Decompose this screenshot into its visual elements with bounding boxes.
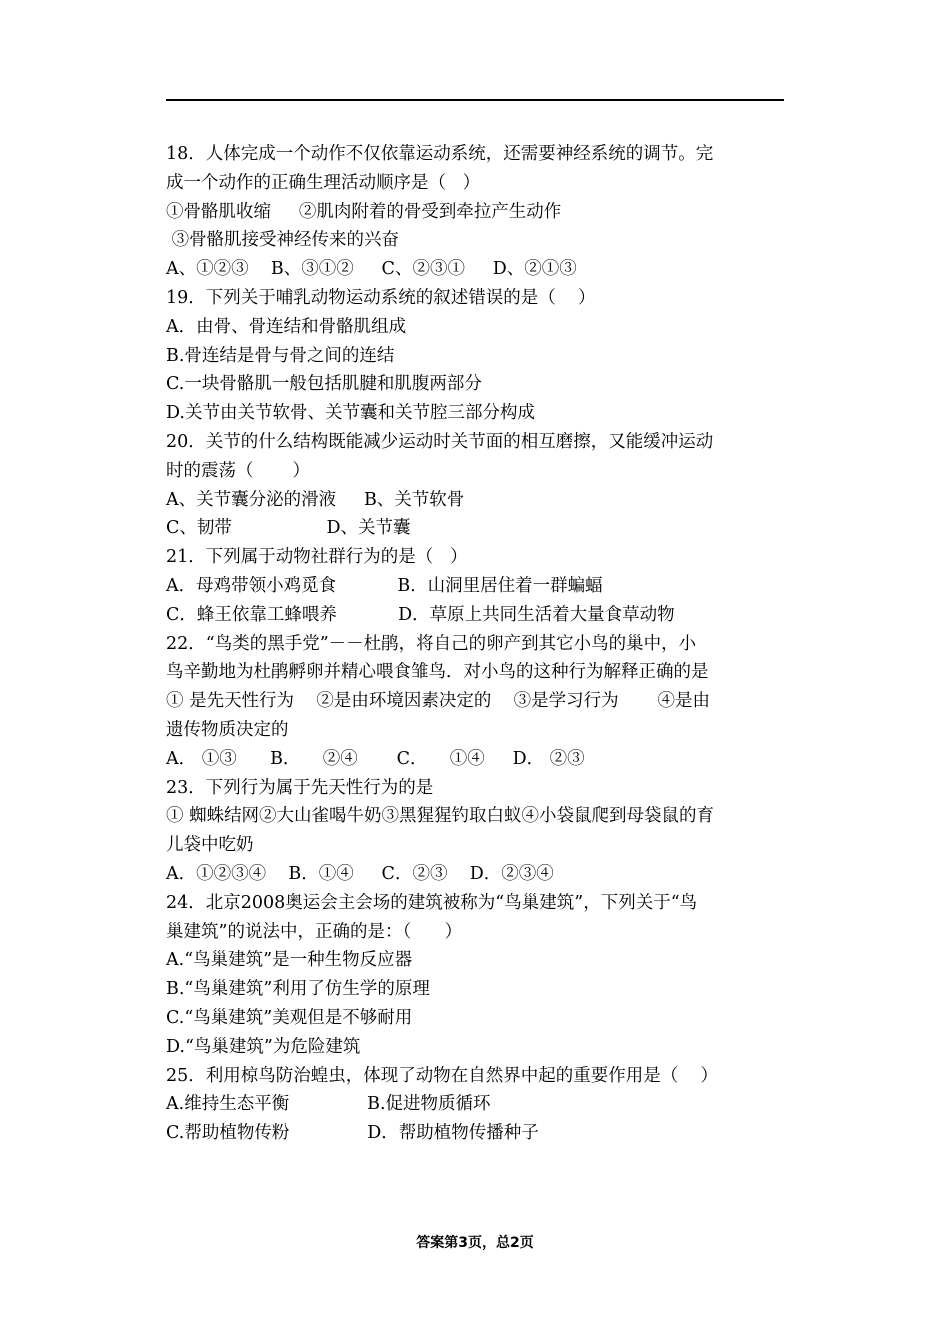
text-line: 20．关节的什么结构既能减少运动时关节面的相互磨擦，又能缓冲运动	[166, 431, 714, 452]
text-line: A、关节囊分泌的滑液 B、关节软骨	[166, 489, 465, 510]
text-line: 成一个动作的正确生理活动顺序是（ ）	[166, 172, 481, 193]
text-line: B.骨连结是骨与骨之间的连结	[166, 345, 395, 366]
text-line: A.维持生态平衡 B.促进物质循环	[166, 1094, 491, 1115]
text-line: 遗传物质决定的	[166, 719, 289, 740]
text-line: 25．利用椋鸟防治蝗虫，体现了动物在自然界中起的重要作用是（ ）	[166, 1065, 719, 1086]
page-footer: 答案第3页，总2页	[416, 1235, 534, 1251]
text-line: 19．下列关于哺乳动物运动系统的叙述错误的是（ ）	[166, 287, 596, 308]
text-line: 23．下列行为属于先天性行为的是	[166, 777, 434, 798]
text-line: 鸟辛勤地为杜鹃孵卵并精心喂食雏鸟．对小鸟的这种行为解释正确的是	[166, 662, 709, 683]
text-line: 巢建筑”的说法中，正确的是：（ ）	[166, 921, 463, 942]
text-line: B.“鸟巢建筑”利用了仿生学的原理	[166, 979, 430, 1000]
text-line: ① 是先天性行为 ②是由环境因素决定的 ③是学习行为 ④是由	[166, 691, 711, 712]
text-line: 儿袋中吃奶	[166, 835, 254, 856]
text-line: 时的震荡（ ）	[166, 460, 310, 481]
text-line: D.关节由关节软骨、关节囊和关节腔三部分构成	[166, 403, 535, 424]
text-line: A． ①③ B． ②④ C． ①④ D． ②③	[166, 748, 585, 769]
header-rule	[166, 99, 784, 101]
text-line: A．母鸡带领小鸡觅食 B．山洞里居住着一群蝙蝠	[166, 575, 603, 596]
text-line: ① 蜘蛛结网②大山雀喝牛奶③黑猩猩钓取白蚁④小袋鼠爬到母袋鼠的育	[166, 806, 715, 827]
text-line: C.帮助植物传粉 D．帮助植物传播种子	[166, 1123, 539, 1144]
text-line: C．蜂王依靠工蜂喂养 D．草原上共同生活着大量食草动物	[166, 604, 675, 625]
question-body	[166, 140, 786, 1148]
text-line: A．①②③④ B．①④ C．②③ D．②③④	[166, 863, 554, 884]
text-line: 18．人体完成一个动作不仅依靠运动系统，还需要神经系统的调节。完	[166, 144, 714, 164]
text-line: C.一块骨骼肌一般包括肌腱和肌腹两部分	[166, 374, 482, 395]
text-line: C.“鸟巢建筑”美观但是不够耐用	[166, 1007, 413, 1028]
text-line: ③骨骼肌接受神经传来的兴奋	[166, 230, 400, 251]
text-line: 22．“鸟类的黑手党”－－杜鹃，将自己的卵产到其它小鸟的巢中，小	[166, 633, 697, 654]
text-line: 21．下列属于动物社群行为的是（ ）	[166, 547, 468, 568]
text-line: ①骨骼肌收缩 ②肌肉附着的骨受到牵拉产生动作	[166, 201, 562, 222]
text-line: 24．北京2008奥运会主会场的建筑被称为“鸟巢建筑”，下列关于“鸟	[166, 892, 698, 913]
text-line: D.“鸟巢建筑”为危险建筑	[166, 1036, 361, 1057]
text-line: A.“鸟巢建筑”是一种生物反应器	[166, 950, 413, 971]
text-line: A．由骨、骨连结和骨骼肌组成	[166, 316, 407, 337]
text-line: A、①②③ B、③①② C、②③① D、②①③	[166, 259, 577, 280]
text-line: C、韧带 D、关节囊	[166, 518, 411, 539]
